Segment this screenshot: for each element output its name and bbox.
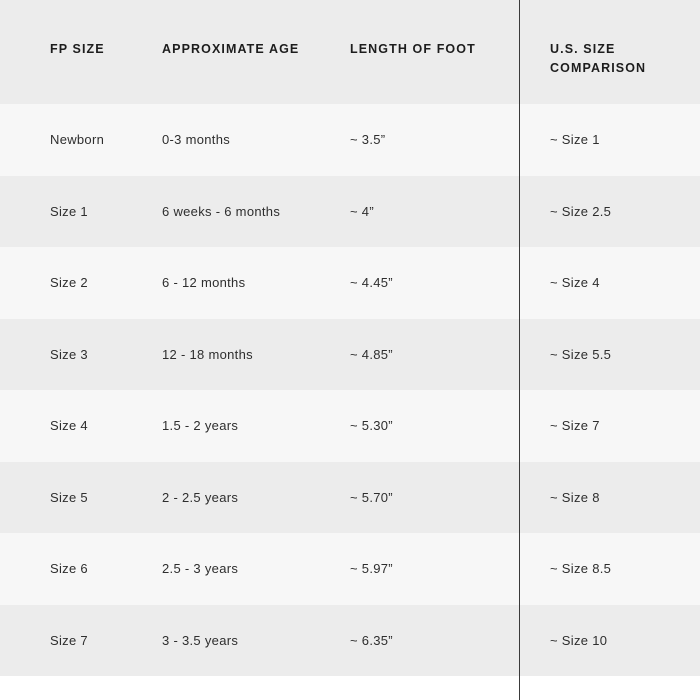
cell-length: ~ 6.35” (350, 632, 393, 648)
cell-length: ~ 3.5” (350, 132, 386, 148)
cell-us-size: ~ Size 5.5 (550, 346, 612, 362)
cell-length: ~ 4” (350, 203, 374, 219)
column-header-approximate-age: APPROXIMATE AGE (162, 42, 300, 56)
table-row (0, 247, 700, 319)
table-row (0, 462, 700, 534)
cell-age: 2.5 - 3 years (162, 561, 239, 577)
cell-length: ~ 5.70” (350, 489, 393, 505)
cell-fp-size: Size 5 (50, 489, 88, 505)
vertical-divider (519, 0, 520, 700)
cell-fp-size: Size 1 (50, 203, 88, 219)
cell-length: ~ 4.85” (350, 346, 393, 362)
cell-fp-size: Size 7 (50, 632, 88, 648)
cell-us-size: ~ Size 1 (550, 132, 600, 148)
table-row (0, 390, 700, 462)
table-row (0, 533, 700, 605)
cell-age: 6 weeks - 6 months (162, 203, 281, 219)
cell-age: 1.5 - 2 years (162, 418, 239, 434)
cell-us-size: ~ Size 7 (550, 418, 600, 434)
cell-age: 0-3 months (162, 132, 231, 148)
table-header-row (0, 0, 700, 104)
cell-us-size: ~ Size 8 (550, 489, 600, 505)
table-row (0, 605, 700, 677)
cell-length: ~ 4.45” (350, 275, 393, 291)
cell-fp-size: Size 2 (50, 275, 88, 291)
table-row (0, 104, 700, 176)
cell-age: 6 - 12 months (162, 275, 246, 291)
cell-us-size: ~ Size 10 (550, 632, 608, 648)
cell-fp-size: Newborn (50, 132, 105, 148)
column-header-us-size-comparison: U.S. SIZE COMPARISON (550, 42, 647, 76)
cell-us-size: ~ Size 8.5 (550, 561, 612, 577)
cell-age: 2 - 2.5 years (162, 489, 239, 505)
cell-fp-size: Size 3 (50, 346, 88, 362)
cell-length: ~ 5.97” (350, 561, 393, 577)
table-row (0, 176, 700, 248)
cell-length: ~ 5.30” (350, 418, 393, 434)
cell-age: 12 - 18 months (162, 346, 253, 362)
cell-fp-size: Size 4 (50, 418, 88, 434)
column-header-fp-size: FP SIZE (50, 42, 105, 56)
cell-us-size: ~ Size 4 (550, 275, 600, 291)
table-row (0, 319, 700, 391)
cell-fp-size: Size 6 (50, 561, 88, 577)
cell-us-size: ~ Size 2.5 (550, 203, 612, 219)
column-header-length-of-foot: LENGTH OF FOOT (350, 42, 476, 56)
cell-age: 3 - 3.5 years (162, 632, 239, 648)
